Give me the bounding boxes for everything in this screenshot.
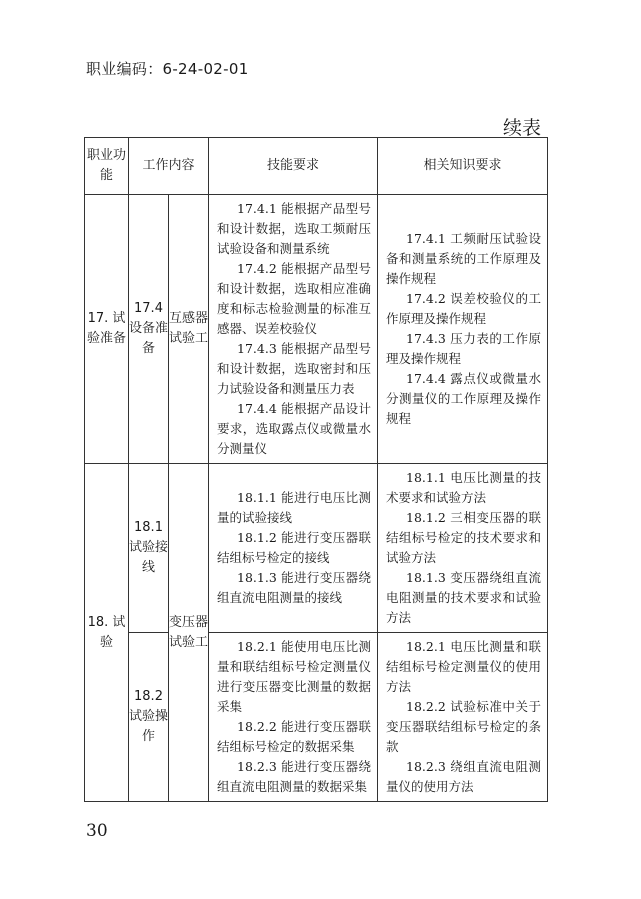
row-17 (85, 195, 548, 464)
knowledge-item: 18.1.2 三相变压器的联结组标号检定的技术要求和试验方法 (386, 510, 542, 565)
knowledge-item: 18.1.1 电压比测量的技术要求和试验方法 (386, 470, 542, 505)
knowledge-item: 18.2.1 电压比测量和联结组标号检定测量仪的使用方法 (386, 639, 542, 694)
knowledge-18-2 (378, 633, 548, 802)
skill-item: 18.1.3 能进行变压器绕组直流电阻测量的接线 (217, 570, 372, 605)
knowledge-item: 17.4.2 误差校验仪的工作原理及操作规程 (386, 291, 542, 326)
skill-item: 17.4.1 能根据产品型号和设计数据，选取工频耐压试验设备和测量系统 (217, 201, 372, 256)
function-18: 18. 试验 (85, 464, 129, 802)
occupation-code: 职业编码：6-24-02-01 (86, 60, 249, 78)
function-17: 17. 试验准备 (85, 195, 129, 464)
skills-17-4 (209, 195, 378, 464)
header-row (85, 138, 548, 195)
job-18: 变压器试验工 (169, 464, 209, 802)
skill-item: 18.1.2 能进行变压器联结组标号检定的接线 (217, 530, 372, 565)
page-number: 30 (86, 821, 108, 841)
skills-18-2 (209, 633, 378, 802)
row-18-2 (85, 633, 548, 802)
header-function: 职业功能 (85, 138, 129, 195)
skill-item: 17.4.4 能根据产品设计要求，选取露点仪或微量水分测量仪 (217, 401, 372, 456)
knowledge-item: 18.2.2 试验标准中关于变压器联结组标号检定的条款 (386, 699, 542, 754)
knowledge-item: 18.2.3 绕组直流电阻测量仪的使用方法 (386, 759, 542, 794)
header-work: 工作内容 (129, 138, 209, 195)
knowledge-item: 17.4.4 露点仪或微量水分测量仪的工作原理及操作规程 (386, 371, 542, 426)
work-18-1: 18.1 试验接线 (129, 464, 169, 633)
header-knowledge: 相关知识要求 (378, 138, 548, 195)
work-17-4: 17.4 设备准备 (129, 195, 169, 464)
knowledge-item: 17.4.3 压力表的工作原理及操作规程 (386, 331, 542, 366)
skills-18-1 (209, 464, 378, 633)
row-18-1 (85, 464, 548, 633)
skills-table (84, 137, 548, 802)
knowledge-18-1 (378, 464, 548, 633)
skill-item: 18.2.3 能进行变压器绕组直流电阻测量的数据采集 (217, 759, 372, 794)
header-skill: 技能要求 (209, 138, 378, 195)
skill-item: 18.2.2 能进行变压器联结组标号检定的数据采集 (217, 719, 372, 754)
continued-label: 续表 (502, 117, 541, 139)
knowledge-item: 17.4.1 工频耐压试验设备和测量系统的工作原理及操作规程 (386, 231, 542, 286)
skill-item: 18.1.1 能进行电压比测量的试验接线 (217, 490, 372, 525)
knowledge-item: 18.1.3 变压器绕组直流电阻测量的技术要求和试验方法 (386, 570, 542, 625)
skill-item: 17.4.3 能根据产品型号和设计数据，选取密封和压力试验设备和测量压力表 (217, 341, 372, 396)
skill-item: 17.4.2 能根据产品型号和设计数据，选取相应准确度和标志检验测量的标准互感器、误差校验仪 (217, 261, 372, 336)
job-17: 互感器试验工 (169, 195, 209, 464)
knowledge-17-4 (378, 195, 548, 464)
skill-item: 18.2.1 能使用电压比测量和联结组标号检定测量仪进行变压器变比测量的数据采集 (217, 639, 372, 714)
work-18-2: 18.2 试验操作 (129, 633, 169, 802)
